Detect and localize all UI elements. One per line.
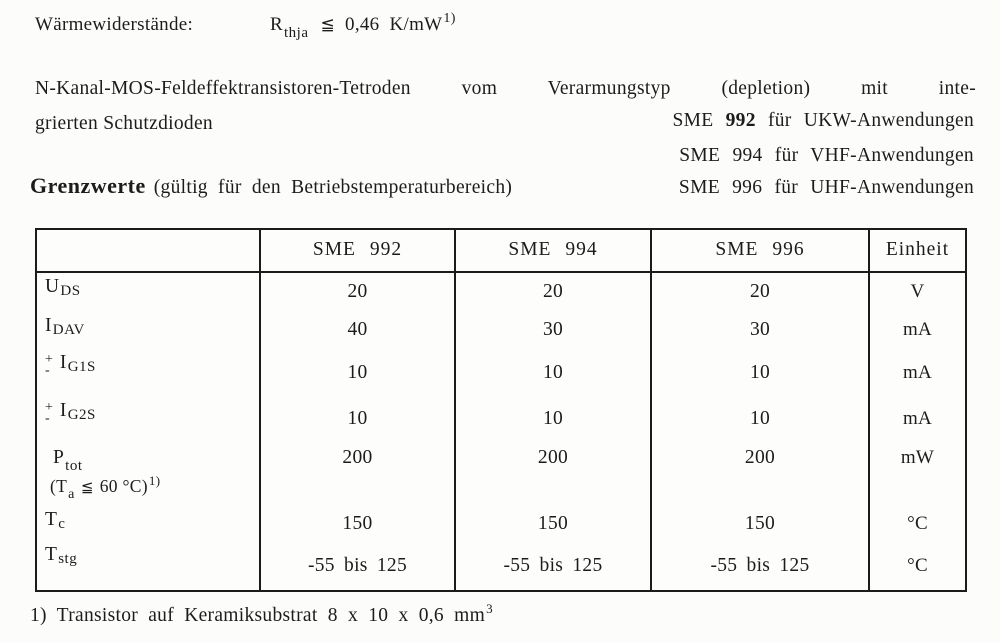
value-cell: 150: [537, 512, 569, 534]
variant-prefix: SME: [679, 145, 721, 166]
thermal-resistance-label: Wärmewiderstände:: [35, 14, 194, 35]
variant-prefix: SME: [672, 110, 714, 131]
param-tc: T c: [45, 509, 66, 533]
limits-subtitle: (gültig für den Betriebstemperaturbereich): [153, 177, 513, 198]
thermal-resistance-value: 0,46: [345, 14, 380, 35]
variant-prefix: SME: [678, 177, 720, 198]
value-cell: 40: [347, 319, 368, 341]
limits-table: [35, 228, 967, 592]
param-ig1s: + - I G1S: [45, 352, 96, 379]
variant-application: für VHF-Anwendungen: [774, 145, 974, 166]
value-cell: 150: [342, 512, 373, 534]
description-line-1: N-Kanal-MOS-Feldeffektransistoren-Tetroden vom Verarmungstyp (depletion) mit inte-: [35, 78, 976, 99]
value-cell: 10: [749, 362, 771, 384]
symbol-r-subscript: thja: [283, 25, 309, 41]
variant-number: 996: [732, 177, 763, 198]
value-cell: 10: [542, 408, 564, 430]
description-line-2: grierten Schutzdioden: [35, 113, 213, 134]
variant-sme-992: [672, 110, 974, 132]
param-ig2s: + - I G2S: [45, 400, 96, 427]
unit-cell: mA: [902, 319, 933, 341]
unit-cell: V: [910, 281, 925, 303]
value-cell: -55 bis 125: [503, 554, 603, 576]
variant-number: 994: [732, 145, 763, 166]
header-sme-996: SME 996: [652, 230, 868, 273]
thermal-resistance-unit: K/mW: [389, 14, 443, 35]
footnote: 1) Transistor auf Keramiksubstrat 8 x 10 x 0,6 $mm^3$: [30, 601, 493, 626]
value-cell: 20: [749, 281, 771, 303]
column-parameters: [37, 230, 259, 590]
param-uds: U DS: [45, 275, 81, 299]
value-cell: 10: [347, 408, 368, 430]
param-ptot: $P_{tot}$ ($T_a$ ≦ 60 °C)$^{1)}$: [37, 442, 259, 507]
limits-title: Grenzwerte: [30, 173, 146, 198]
value-cell: 10: [347, 362, 368, 384]
header-empty: [37, 230, 259, 273]
value-cell: 20: [542, 281, 564, 303]
value-cell: 30: [542, 319, 564, 341]
value-cell: 150: [744, 512, 776, 534]
param-tstg: T stg: [45, 544, 78, 568]
plus-minus-sign: + -: [45, 352, 53, 379]
variant-application: für UKW-Anwendungen: [767, 110, 974, 131]
column-einheit: [868, 230, 965, 590]
limits-heading: [30, 173, 512, 199]
header-einheit: Einheit: [870, 230, 965, 273]
value-cell: 200: [342, 446, 373, 468]
value-cell: 20: [347, 281, 368, 303]
param-ptot-condition: ($T_a$ ≦ 60 °C)$^{1)}$: [50, 472, 161, 502]
unit-cell: mA: [902, 362, 933, 384]
unit-cell: °C: [907, 512, 928, 534]
column-sme-996: [650, 230, 868, 590]
less-equal-sign: ≦: [320, 15, 336, 35]
value-cell: 200: [744, 446, 776, 468]
unit-cell: mW: [900, 446, 935, 468]
value-cell: 10: [542, 362, 564, 384]
unit-cell: mA: [902, 408, 933, 430]
variant-sme-996: [679, 177, 974, 199]
footnote-reference: 1): [443, 11, 456, 26]
header-sme-994: SME 994: [456, 230, 650, 273]
value-cell: 30: [749, 319, 771, 341]
column-sme-992: [259, 230, 454, 590]
unit-cell: °C: [907, 554, 928, 576]
symbol-r: R: [270, 14, 283, 35]
column-sme-994: [454, 230, 650, 590]
thermal-resistance-formula: [270, 11, 456, 41]
param-idav: I DAV: [45, 314, 85, 338]
value-cell: 10: [749, 408, 771, 430]
variant-sme-994: [679, 145, 974, 167]
value-cell: -55 bis 125: [710, 554, 810, 576]
cubed-superscript: 3: [486, 601, 493, 616]
plus-minus-sign: + -: [45, 400, 53, 427]
variant-application: für UHF-Anwendungen: [774, 177, 974, 198]
value-cell: 200: [537, 446, 569, 468]
less-equal-sign: ≦: [80, 477, 94, 496]
value-cell: -55 bis 125: [307, 554, 408, 576]
header-sme-992: SME 992: [261, 230, 454, 273]
footnote-reference: 1): [148, 472, 161, 488]
variant-number: 992: [725, 110, 756, 131]
